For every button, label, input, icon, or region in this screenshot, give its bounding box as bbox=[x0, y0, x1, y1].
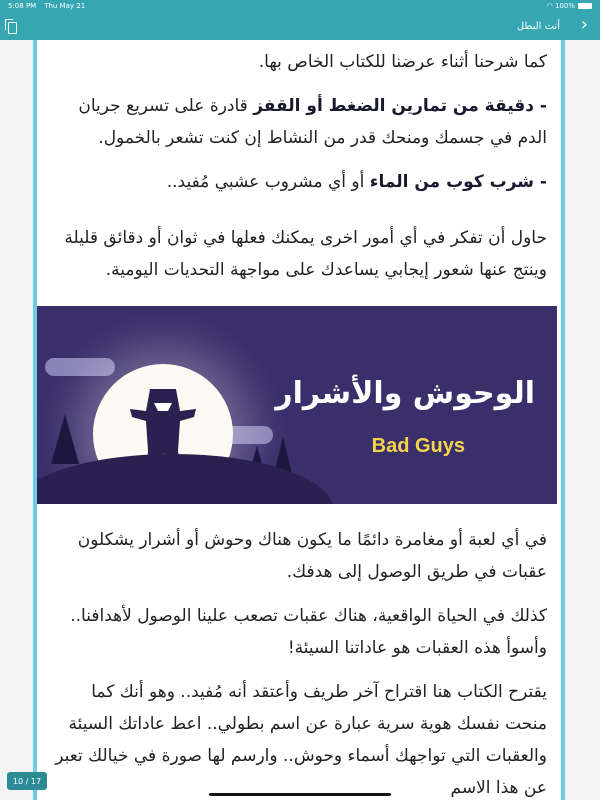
banner-subtitle: Bad Guys bbox=[371, 435, 465, 457]
monster-silhouette-icon bbox=[128, 381, 198, 481]
page-indicator[interactable]: 10 / 17 bbox=[7, 772, 47, 790]
paragraph: في أي لعبة أو مغامرة دائمًا ما يكون هناك وحوش أو أشرار يشكلون عقبات في طريق الوصول إلى هدفك. bbox=[77, 530, 547, 582]
text: قادرة على تسريع جريان الدم في جسمك ومنحك قدر من النشاط إن كنت تشعر بالخمول. bbox=[78, 96, 547, 148]
paragraph bbox=[47, 90, 547, 154]
status-time: 5:08 PM bbox=[8, 2, 37, 10]
text: أو أي مشروب عشبي مُفيد.. bbox=[166, 172, 370, 192]
page-content bbox=[37, 40, 561, 800]
battery-percent: 100% bbox=[554, 2, 575, 10]
paragraph: يقترح الكتاب هنا اقتراح آخر طريف وأعتقد أنه مُفيد.. وهو أنك كما منحت نفسك هوية سرية عبارة عن اسم بطولي.. اعط عاداتك السيئة والعقبات التي تواجهك أسماء وحوش.. وارسم لها صورة في خيالك تعبر عن هذا الاسم bbox=[55, 682, 547, 798]
paragraph: كما شرحنا أثناء عرضنا للكتاب الخاص بها. bbox=[258, 52, 547, 72]
top-bar bbox=[0, 0, 600, 40]
bold-text: - شرب كوب من الماء bbox=[369, 172, 547, 192]
status-date: Thu May 21 bbox=[44, 2, 86, 10]
wifi-icon: ◠ bbox=[546, 2, 555, 10]
chevron-right-icon[interactable]: › bbox=[580, 14, 588, 35]
paragraph: حاول أن تفكر في أي أمور اخرى يمكنك فعلها في ثوان أو دقائق قليلة وينتج عنها شعور إيجابي يساعدك على مواجهة التحديات اليومية. bbox=[64, 228, 547, 280]
book-page[interactable] bbox=[33, 40, 565, 800]
status-bar bbox=[8, 2, 592, 12]
paragraph: كذلك في الحياة الواقعية، هناك عقبات تصعب علينا الوصول لأهدافنا.. وأسوأ هذه العقبات هو عاداتنا السيئة! bbox=[70, 606, 547, 658]
bold-text: - دقيقة من تمارين الضغط أو القفز bbox=[253, 96, 547, 116]
bad-guys-banner-image bbox=[33, 306, 557, 504]
copy-pages-icon[interactable] bbox=[8, 22, 17, 34]
banner-title: الوحوش والأشرار bbox=[275, 376, 535, 411]
home-indicator[interactable] bbox=[209, 793, 391, 796]
battery-icon bbox=[578, 3, 592, 9]
paragraph bbox=[47, 166, 547, 198]
book-title: أنت البطل bbox=[516, 21, 560, 32]
